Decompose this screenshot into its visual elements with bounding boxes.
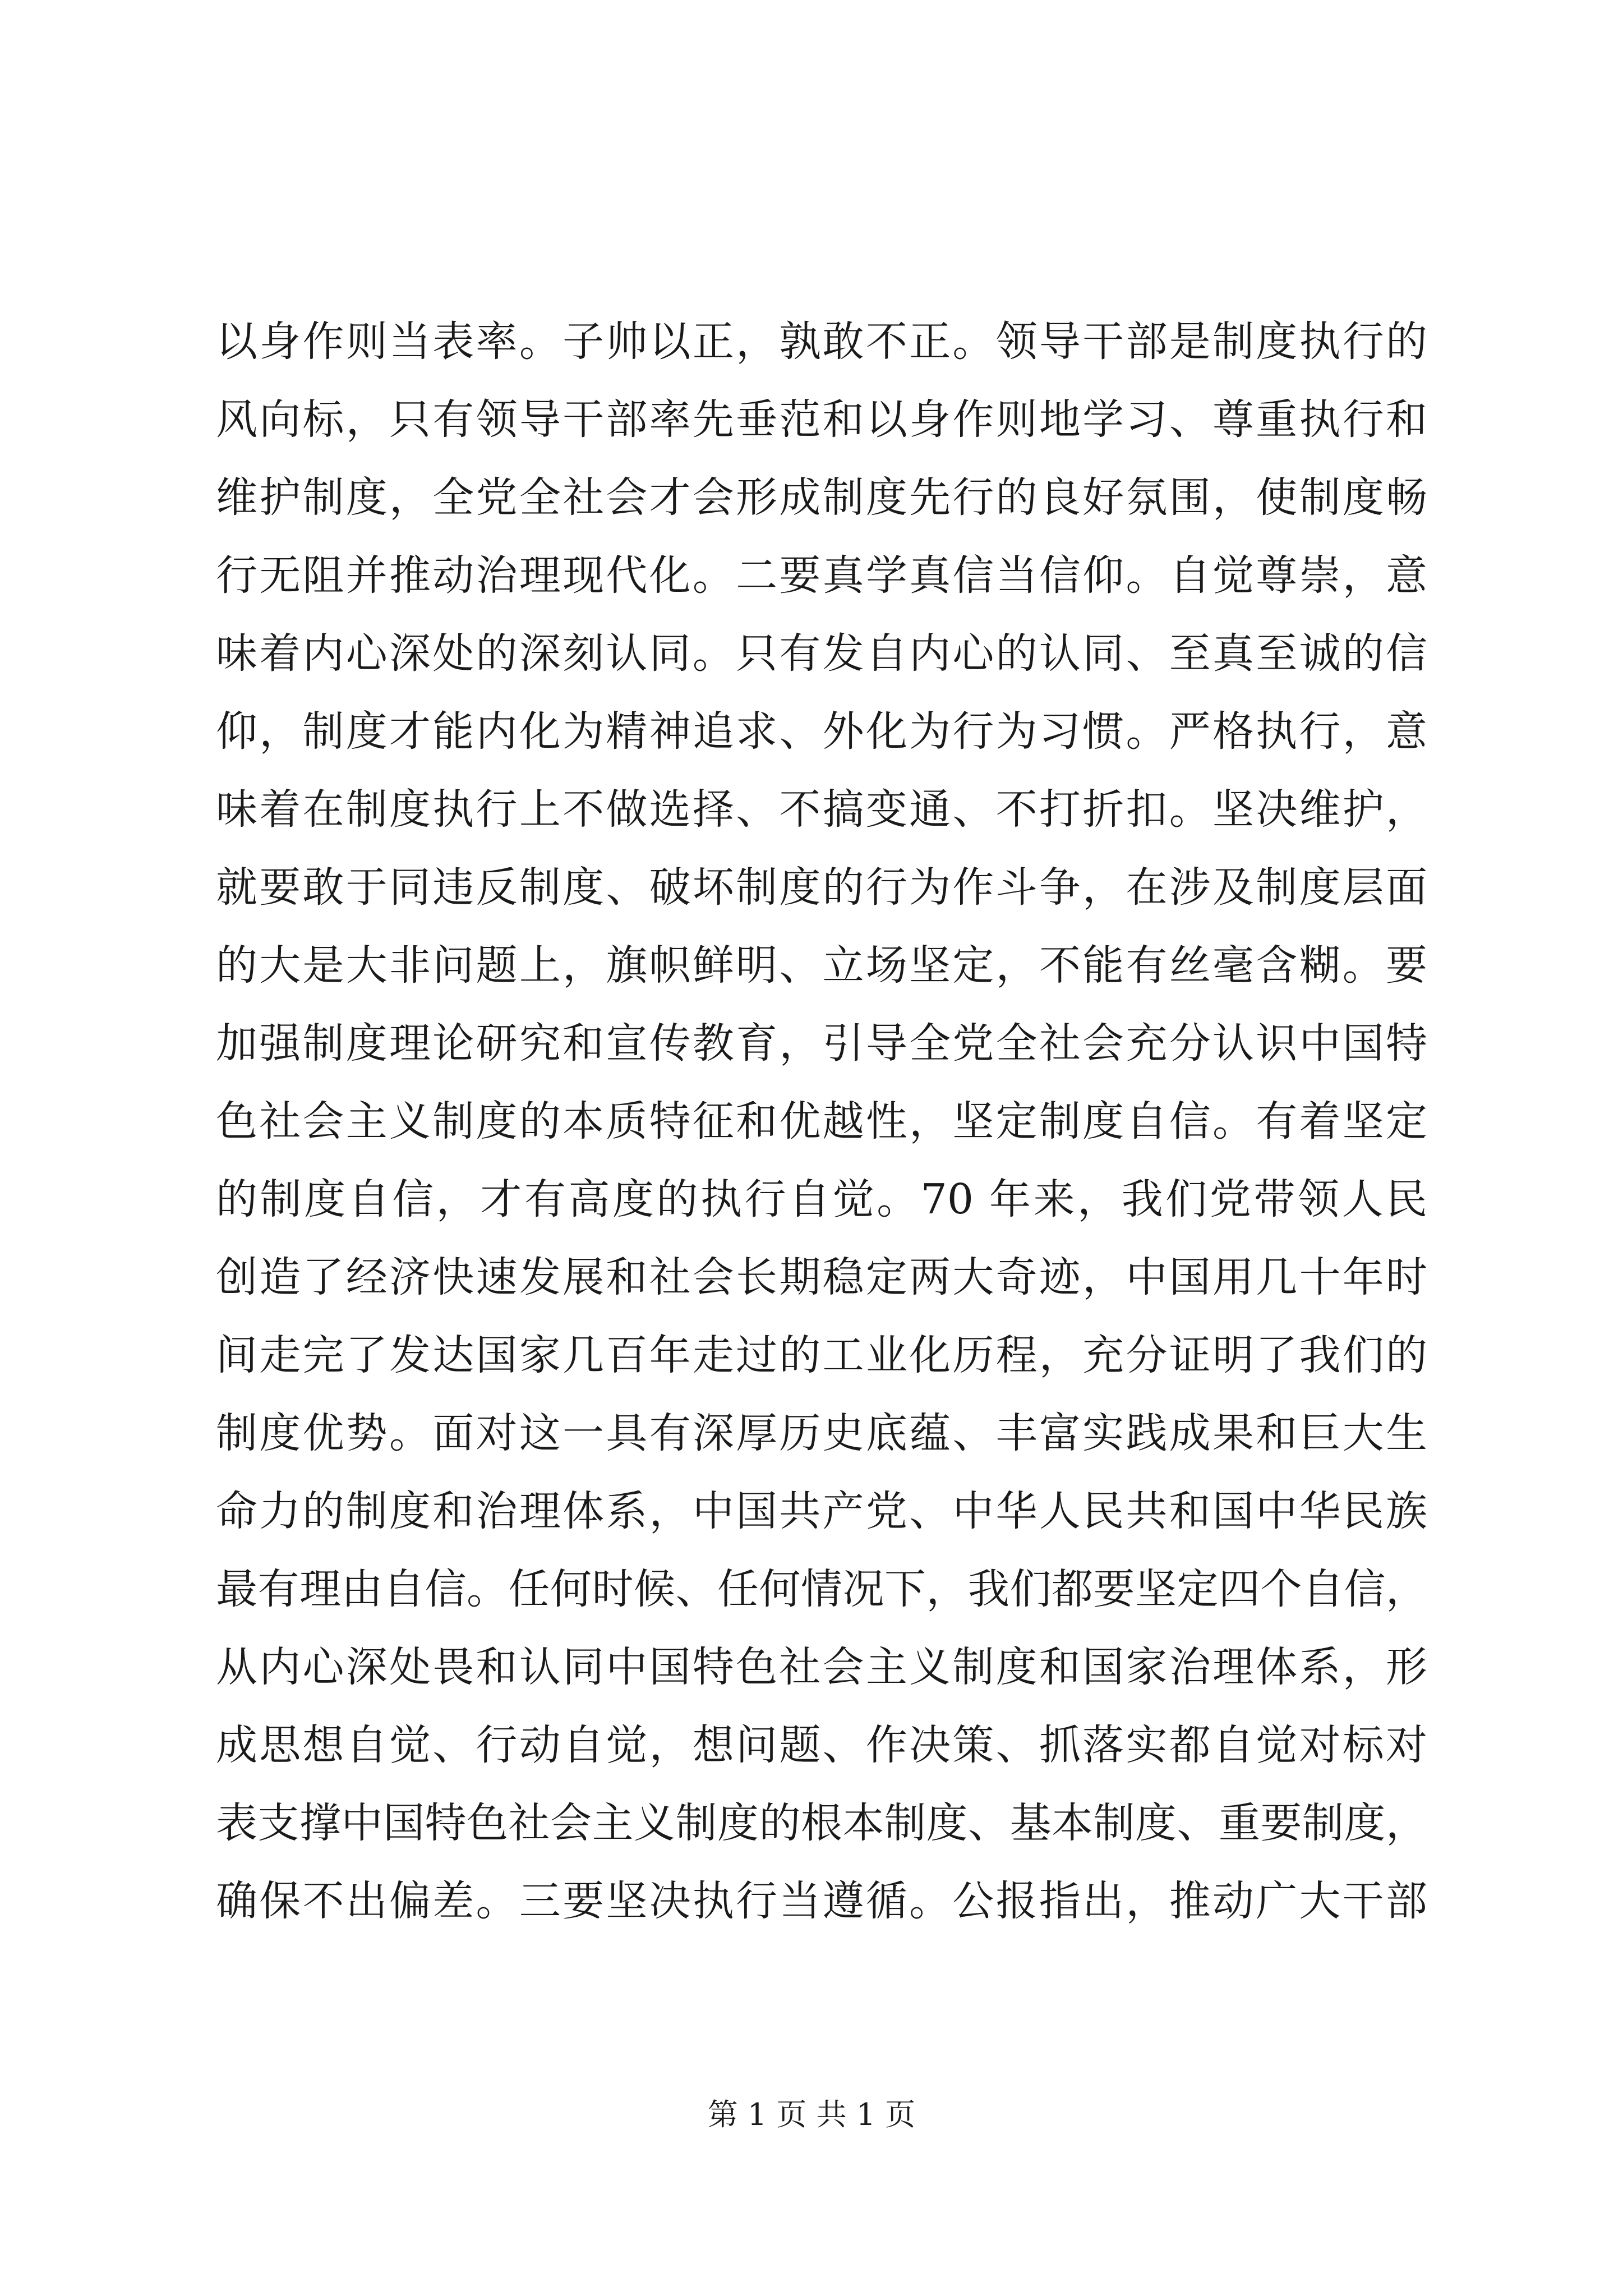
- text-line: 确保不出偏差。三要坚决执行当遵循。公报指出，推动广大干部: [216, 1877, 1427, 1925]
- text-line: 最有理由自信。任何时候、任何情况下，我们都要坚定四个自信，: [216, 1565, 1427, 1613]
- text-line: 味着在制度执行上不做选择、不搞变通、不打折扣。坚决维护，: [216, 785, 1427, 834]
- body-text: [216, 303, 1427, 1940]
- text-line: 维护制度，全党全社会才会形成制度先行的良好氛围，使制度畅: [216, 473, 1427, 522]
- text-line: 从内心深处畏和认同中国特色社会主义制度和国家治理体系，形: [216, 1643, 1427, 1691]
- text-line: 间走完了发达国家几百年走过的工业化历程，充分证明了我们的: [216, 1331, 1427, 1379]
- text-line: 仰，制度才能内化为精神追求、外化为行为习惯。严格执行，意: [216, 707, 1427, 756]
- text-line: 风向标，只有领导干部率先垂范和以身作则地学习、尊重执行和: [216, 395, 1427, 444]
- text-line: 就要敢于同违反制度、破坏制度的行为作斗争，在涉及制度层面: [216, 863, 1427, 912]
- text-line: 制度优势。面对这一具有深厚历史底蕴、丰富实践成果和巨大生: [216, 1409, 1427, 1457]
- text-line: 命力的制度和治理体系，中国共产党、中华人民共和国中华民族: [216, 1487, 1427, 1535]
- text-line: 表支撑中国特色社会主义制度的根本制度、基本制度、重要制度，: [216, 1799, 1427, 1847]
- text-line: 以身作则当表率。子帅以正，孰敢不正。领导干部是制度执行的: [216, 318, 1427, 366]
- page-footer: [0, 2095, 1623, 2134]
- text-line: 色社会主义制度的本质特征和优越性，坚定制度自信。有着坚定: [216, 1097, 1427, 1145]
- text-line: 成思想自觉、行动自觉，想问题、作决策、抓落实都自觉对标对: [216, 1721, 1427, 1769]
- text-line: 味着内心深处的深刻认同。只有发自内心的认同、至真至诚的信: [216, 629, 1427, 678]
- page-number-label: 第 1 页 共 1 页: [707, 2097, 916, 2132]
- text-line: 加强制度理论研究和宣传教育，引导全党全社会充分认识中国特: [216, 1019, 1427, 1068]
- text-line: 的制度自信，才有高度的执行自觉。70 年来，我们党带领人民: [216, 1175, 1427, 1223]
- text-line: 创造了经济快速发展和社会长期稳定两大奇迹，中国用几十年时: [216, 1253, 1427, 1301]
- text-line: 的大是大非问题上，旗帜鲜明、立场坚定，不能有丝毫含糊。要: [216, 941, 1427, 990]
- text-line: 行无阻并推动治理现代化。二要真学真信当信仰。自觉尊崇，意: [216, 551, 1427, 600]
